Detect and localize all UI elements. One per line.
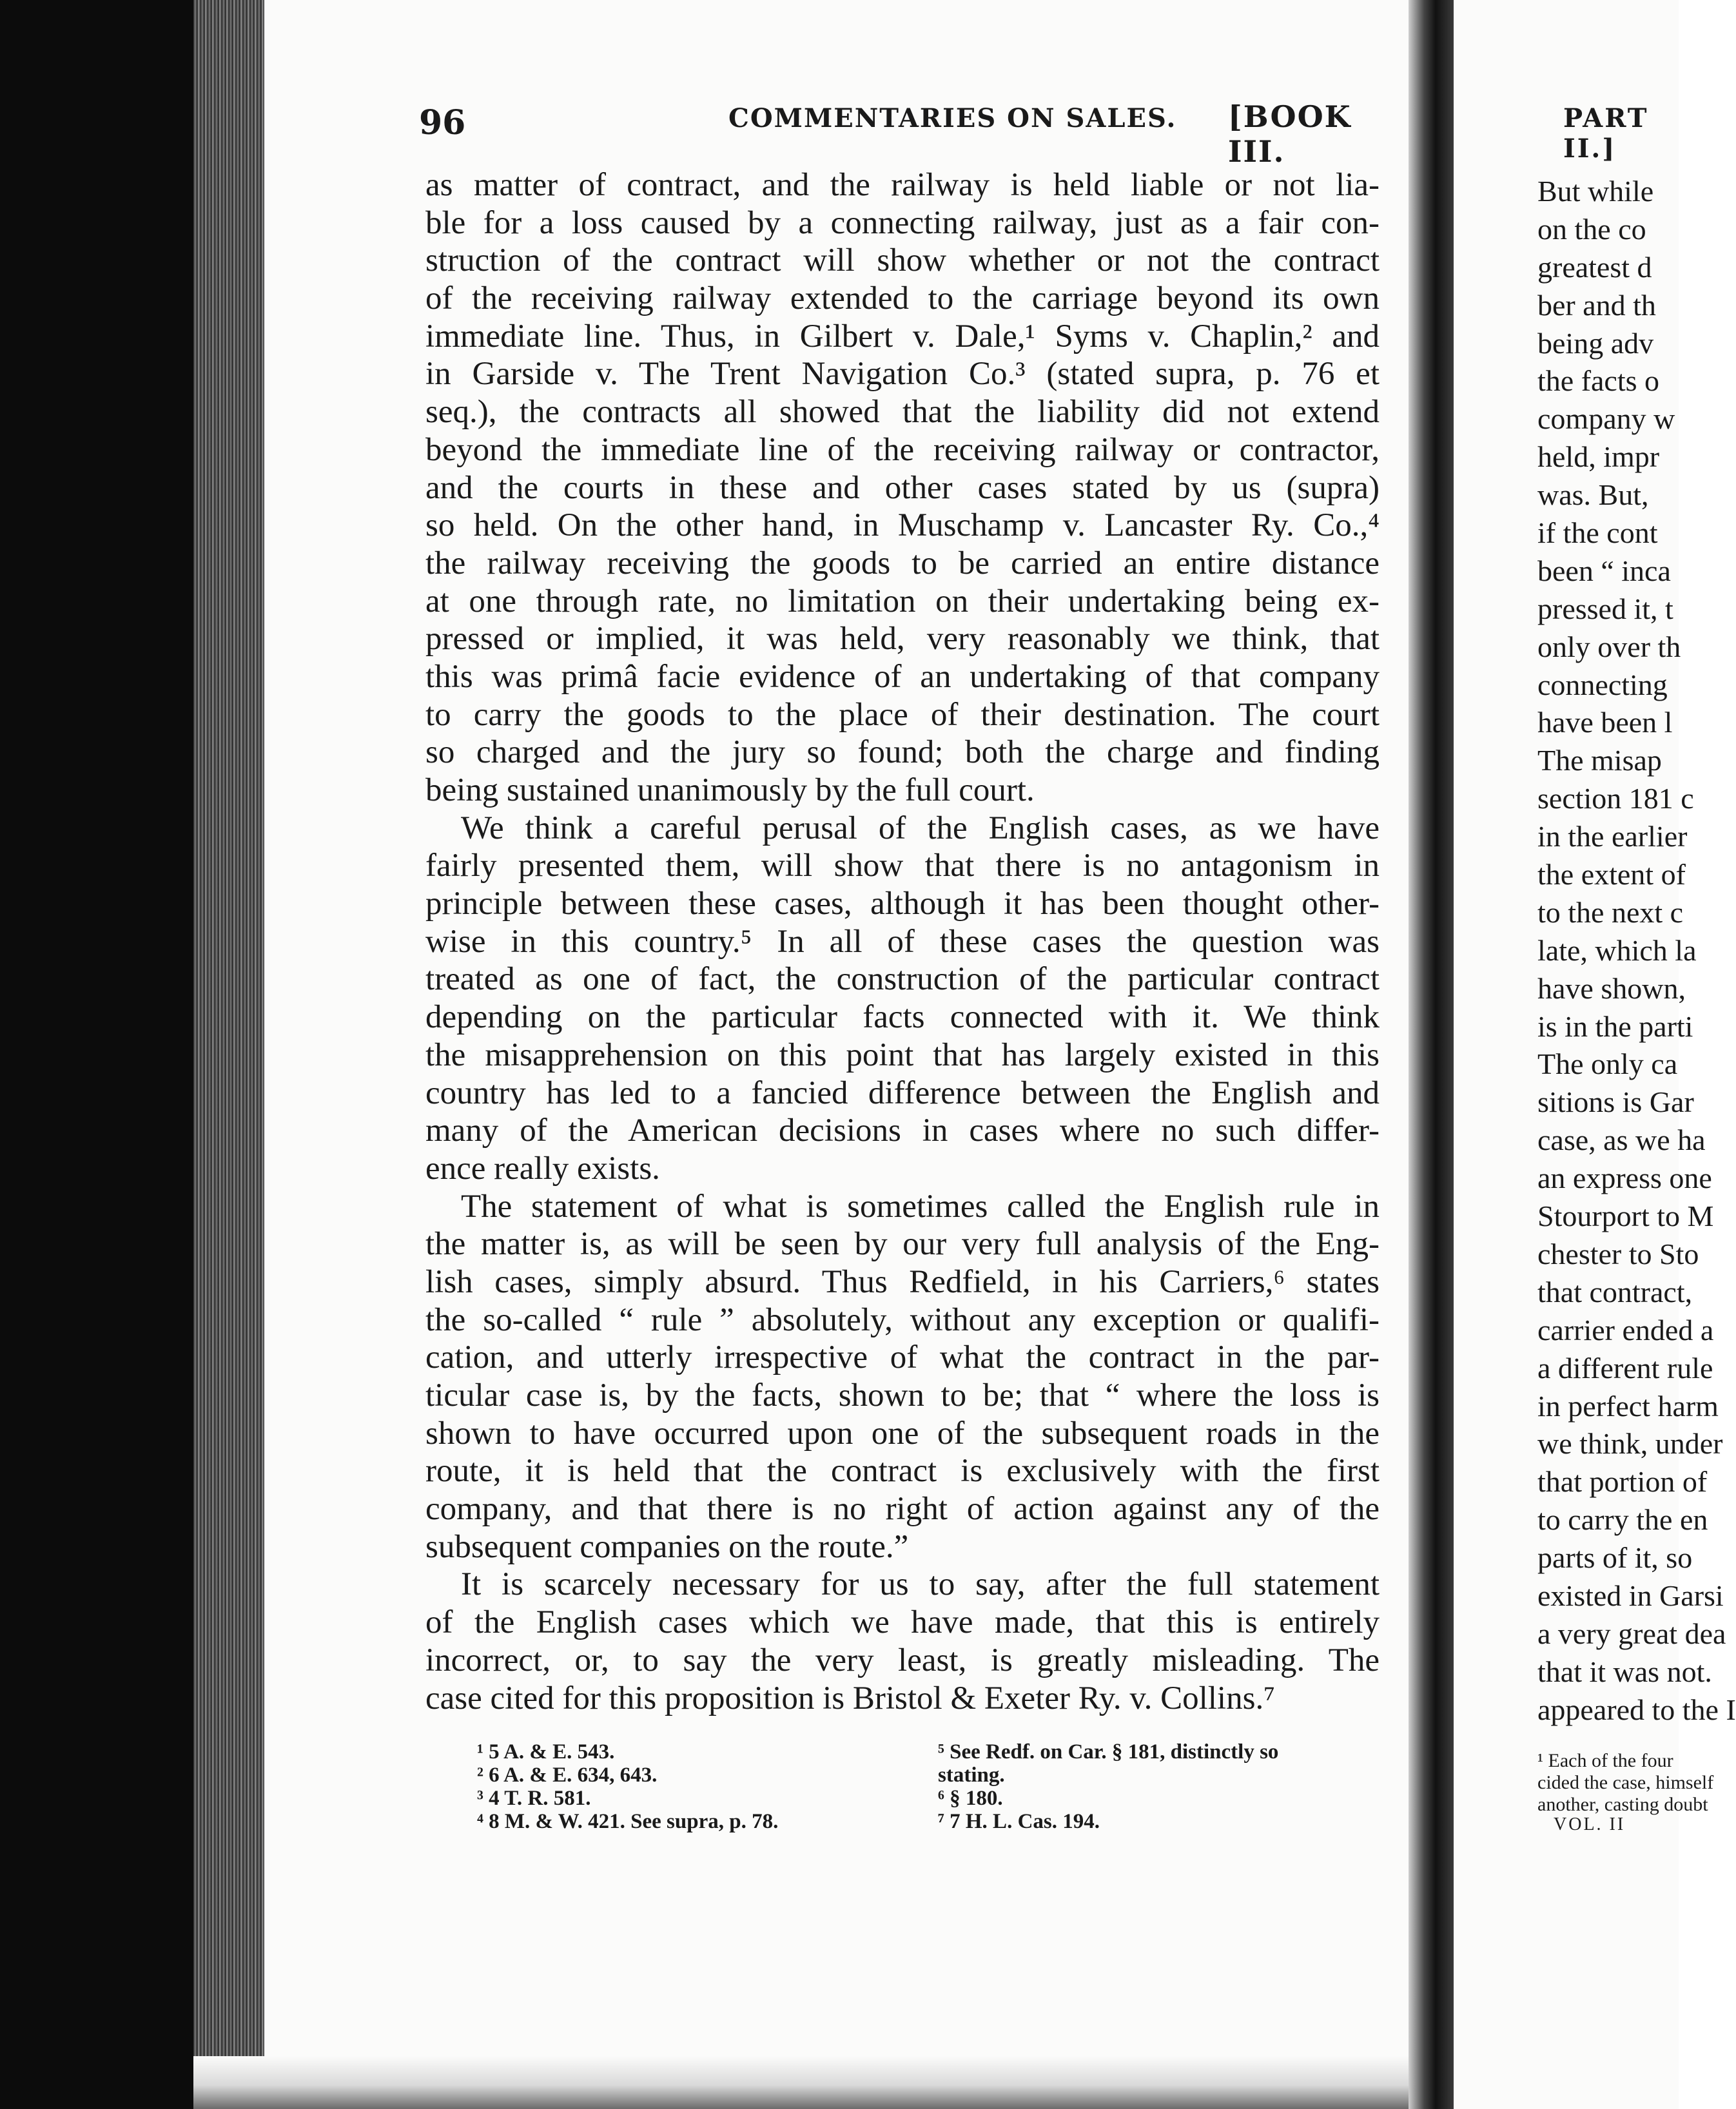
right-page-text-line: is in the parti — [1537, 1009, 1693, 1043]
text-line: to carry the goods to the place of their destination. The court — [425, 696, 1380, 733]
text-line: so charged and the jury so found; both the charge and finding — [425, 734, 1380, 771]
footnote: ³ 4 T. R. 581. — [477, 1787, 591, 1810]
text-line: many of the American decisions in cases where no such differ- — [425, 1113, 1380, 1149]
right-page-text-line: an express one — [1537, 1161, 1712, 1195]
right-page-text-line: The only ca — [1537, 1047, 1678, 1081]
right-page-footnote-line: another, casting doubt — [1537, 1794, 1708, 1815]
footnotes-right-column — [938, 1740, 1392, 1833]
paragraph — [425, 1566, 1380, 1717]
paragraph — [425, 166, 1380, 810]
text-line: wise in this country.⁵ In all of these cases the question was — [425, 923, 1380, 960]
footnote: ² 6 A. & E. 634, 643. — [477, 1764, 658, 1787]
text-line: route, it is held that the contract is exclusively with the first — [425, 1453, 1380, 1490]
right-page-text-line: in perfect harm — [1537, 1389, 1719, 1423]
footnotes-left-column — [477, 1740, 928, 1833]
text-line: and the courts in these and other cases stated by us (supra) — [425, 469, 1380, 506]
text-line: ble for a loss caused by a connecting railway, just as a fair con- — [425, 204, 1380, 241]
text-line: immediate line. Thus, in Gilbert v. Dale,¹ Syms v. Chaplin,² and — [425, 318, 1380, 355]
text-line: cation, and utterly irrespective of what the contract in the par- — [425, 1339, 1380, 1376]
text-line: of the English cases which we have made, that this is entirely — [425, 1604, 1380, 1641]
running-title: COMMENTARIES ON SALES. — [728, 103, 1177, 133]
right-page-text-line: on the co — [1537, 212, 1646, 246]
text-line: incorrect, or, to say the very least, is greatly misleading. The — [425, 1642, 1380, 1678]
scan-background — [0, 0, 193, 2109]
right-page-text-line: late, which la — [1537, 933, 1697, 967]
text-line: subsequent companies on the route.” — [425, 1528, 909, 1565]
text-line: as matter of contract, and the railway is held liable or not lia- — [425, 167, 1380, 203]
text-line: the railway receiving the goods to be carried an entire distance — [425, 545, 1380, 581]
right-page-text-line: existed in Garsi — [1537, 1579, 1724, 1612]
right-page-text-line: the facts o — [1537, 364, 1660, 398]
text-line: It is scarcely necessary for us to say, after the full statement — [461, 1566, 1380, 1603]
right-page-text-line: Stourport to M — [1537, 1200, 1714, 1233]
right-page-footnotes — [1537, 1750, 1713, 1816]
right-page-text-line: ber and th — [1537, 288, 1656, 322]
footnote: ¹ 5 A. & E. 543. — [477, 1740, 615, 1764]
footnote: ⁴ 8 M. & W. 421. See supra, p. 78. — [477, 1810, 779, 1833]
text-line: ticular case is, by the facts, shown to be; that “ where the loss is — [425, 1377, 1380, 1414]
footnote: ⁵ See Redf. on Car. § 181, distinctly so — [938, 1740, 1279, 1764]
running-header — [419, 97, 1373, 169]
text-line: pressed or implied, it was held, very reasonably we think, that — [425, 621, 1380, 657]
right-page-text-line: section 181 c — [1537, 782, 1694, 815]
book-page-edges — [193, 0, 264, 2109]
right-page-text-line: sitions is Gar — [1537, 1085, 1694, 1119]
right-page-text-line: being adv — [1537, 326, 1654, 360]
text-line: seq.), the contracts all showed that the liability did not extend — [425, 394, 1380, 431]
footnote: stating. — [938, 1764, 1005, 1787]
right-page-text-line: company w — [1537, 402, 1675, 436]
right-page-text-line: case, as we ha — [1537, 1123, 1706, 1157]
footnotes — [477, 1740, 1392, 1831]
text-line: in Garside v. The Trent Navigation Co.³ (stated supra, p. 76 et — [425, 356, 1380, 393]
right-page-text-line: held, impr — [1537, 440, 1660, 474]
right-page-text-line: that it was not. — [1537, 1655, 1712, 1688]
text-line: principle between these cases, although it has been thought other- — [425, 886, 1380, 922]
right-page-text — [1537, 173, 1736, 1729]
text-line: the matter is, as will be seen by our very full analysis of the Eng- — [425, 1226, 1380, 1263]
right-page-text-line: But while — [1537, 175, 1654, 208]
right-page-text-line: in the earlier — [1537, 820, 1688, 853]
text-line: depending on the particular facts connected with it. We think — [425, 999, 1380, 1036]
right-page-text-line: only over th — [1537, 630, 1681, 663]
text-line: shown to have occurred upon one of the subsequent roads in the — [425, 1415, 1380, 1452]
page-number: 96 — [419, 103, 466, 142]
right-page-text-line: to carry the en — [1537, 1503, 1708, 1537]
right-page-text-line: that contract, — [1537, 1275, 1693, 1308]
footnote: ⁷ 7 H. L. Cas. 194. — [938, 1810, 1100, 1833]
text-line: at one through rate, no limitation on their undertaking being ex- — [425, 583, 1380, 619]
text-line: being sustained unanimously by the full court. — [425, 772, 1035, 808]
text-line: struction of the contract will show whether or not the contract — [425, 242, 1380, 279]
text-line: company, and that there is no right of action against any of the — [425, 1491, 1380, 1528]
text-line: so held. On the other hand, in Muschamp v. Lancaster Ry. Co.,⁴ — [425, 507, 1380, 544]
paragraph — [425, 1188, 1380, 1566]
right-page-text-line: connecting — [1537, 668, 1668, 701]
right-page-text-line: parts of it, so — [1537, 1541, 1693, 1575]
right-page-footnote-line: ¹ Each of the four — [1537, 1750, 1673, 1771]
right-page-text-line: been “ inca — [1537, 554, 1671, 587]
text-line: the so-called “ rule ” absolutely, without any exception or qualifi- — [425, 1301, 1380, 1338]
right-page-text-line: that portion of — [1537, 1465, 1708, 1499]
text-line: treated as one of fact, the construction of the particular contract — [425, 961, 1380, 998]
paragraph — [425, 810, 1380, 1188]
text-line: of the receiving railway extended to the carriage beyond its own — [425, 280, 1380, 317]
right-page-text-line: we think, under — [1537, 1427, 1723, 1461]
text-line: this was primâ facie evidence of an undertaking of that company — [425, 658, 1380, 695]
right-page-text-line: appeared to the I — [1537, 1693, 1736, 1726]
footnote: ⁶ § 180. — [938, 1787, 1003, 1810]
right-page — [1454, 0, 1736, 2109]
right-page-text-line: if the cont — [1537, 516, 1658, 550]
book-gutter — [1409, 0, 1454, 2109]
text-line: The statement of what is sometimes called the English rule in — [461, 1188, 1380, 1225]
body-text — [425, 166, 1380, 1717]
right-page-text-line: a very great dea — [1537, 1617, 1726, 1650]
right-page-text-line: chester to Sto — [1537, 1237, 1699, 1270]
right-page-text-line: the extent of — [1537, 858, 1686, 891]
right-page-text-line: a different rule — [1537, 1351, 1713, 1385]
text-line: lish cases, simply absurd. Thus Redfield, in his Carriers,⁶ states — [425, 1263, 1380, 1300]
text-line: beyond the immediate line of the receiving railway or contractor, — [425, 431, 1380, 468]
right-page-text-line: The misap — [1537, 744, 1662, 777]
text-line: the misapprehension on this point that has largely existed in this — [425, 1036, 1380, 1073]
text-line: case cited for this proposition is Bristol & Exeter Ry. v. Collins.⁷ — [425, 1680, 1275, 1716]
text-line: ence really exists. — [425, 1150, 660, 1187]
right-page-running-header: PART II.] — [1563, 103, 1649, 164]
right-page-text-line: greatest d — [1537, 250, 1652, 284]
right-page-text-line: have been l — [1537, 706, 1673, 739]
text-line: We think a careful perusal of the English cases, as we have — [461, 810, 1380, 846]
text-line: fairly presented them, will show that there is no antagonism in — [425, 848, 1380, 884]
page-bottom-shadow — [193, 2056, 1409, 2109]
right-page-text-line: carrier ended a — [1537, 1313, 1714, 1346]
right-page-footnote-line: cided the case, himself — [1537, 1772, 1714, 1793]
right-page-text-line: was. But, — [1537, 478, 1649, 512]
right-page-text-line: to the next c — [1537, 895, 1684, 929]
book-section-label: [BOOK III. — [1228, 99, 1352, 169]
right-page-volume-signature: VOL. II — [1554, 1814, 1626, 1834]
text-line: country has led to a fancied difference between the English and — [425, 1074, 1380, 1111]
right-page-text-line: pressed it, t — [1537, 592, 1673, 625]
right-page-text-line: have shown, — [1537, 971, 1686, 1005]
